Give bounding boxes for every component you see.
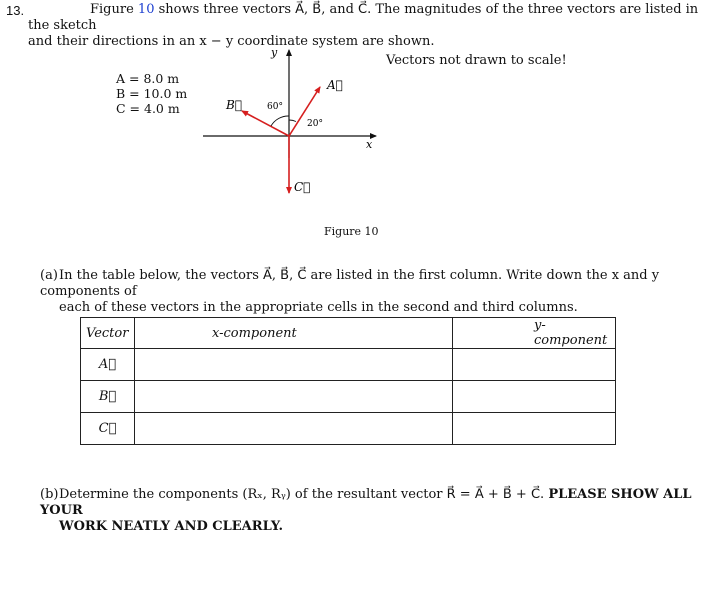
intro-text-start: Figure: [90, 2, 138, 17]
angle-arc-a: [289, 120, 296, 122]
question-number: 13.: [6, 3, 25, 18]
table-row: [81, 381, 616, 413]
vector-a-label: A⃗: [327, 78, 343, 92]
table-row: [81, 413, 616, 445]
components-table: [80, 317, 616, 445]
part-a: [40, 268, 705, 316]
part-a-label: (a): [40, 268, 58, 283]
header-y-component: y-component: [453, 318, 616, 349]
table-header-row: [81, 318, 616, 349]
header-vector: Vector: [81, 318, 135, 349]
row-vector-c: C⃗: [81, 413, 135, 445]
cell-b-y-component[interactable]: [453, 381, 616, 413]
intro-text-rest: shows three vectors A⃗, B⃗, and C⃗. The magnitudes of the three vectors are listed in the sketch: [28, 2, 699, 33]
intro-text-line2: and their directions in an x − y coordinate system are shown.: [28, 34, 435, 49]
angle-a-label: 20°: [307, 119, 323, 129]
part-a-text-line1: In the table below, the vectors A⃗, B⃗, C⃗ are listed in the first column. Write down the x and y components of: [40, 268, 660, 299]
angle-arc-b: [271, 116, 289, 126]
vector-b-label: B⃗: [226, 98, 243, 112]
vector-b-arrow: [242, 111, 289, 136]
scale-note: Vectors not drawn to scale!: [386, 53, 567, 68]
part-a-text-line2: each of these vectors in the appropriate cells in the second and third columns.: [59, 300, 578, 315]
cell-a-x-component[interactable]: [135, 349, 453, 381]
magnitude-b: B = 10.0 m: [116, 86, 188, 101]
magnitude-c: C = 4.0 m: [116, 101, 180, 116]
row-vector-b: B⃗: [81, 381, 135, 413]
axis-y-label: y: [271, 46, 278, 59]
part-b-instruction-2: WORK NEATLY AND CLEARLY.: [59, 519, 284, 534]
cell-c-y-component[interactable]: [453, 413, 616, 445]
figure-reference-link[interactable]: 10: [137, 2, 155, 17]
part-b-text: Determine the components (Rₓ, Rᵧ) of the resultant vector R⃗ = A⃗ + B⃗ + C⃗.: [59, 487, 549, 502]
table-row: [81, 349, 616, 381]
cell-a-y-component[interactable]: [453, 349, 616, 381]
row-vector-a: A⃗: [81, 349, 135, 381]
vector-c-label: C⃗: [294, 180, 311, 194]
angle-b-label: 60°: [267, 102, 283, 112]
header-x-component: x-component: [135, 318, 453, 349]
axis-x-label: x: [366, 138, 373, 151]
part-b: [40, 487, 705, 535]
part-b-instruction-1: PLEASE SHOW ALL YOUR: [40, 487, 692, 518]
cell-c-x-component[interactable]: [135, 413, 453, 445]
cell-b-x-component[interactable]: [135, 381, 453, 413]
part-b-label: (b): [40, 487, 59, 502]
figure-caption: Figure 10: [324, 225, 379, 238]
magnitude-a: A = 8.0 m: [116, 71, 180, 86]
